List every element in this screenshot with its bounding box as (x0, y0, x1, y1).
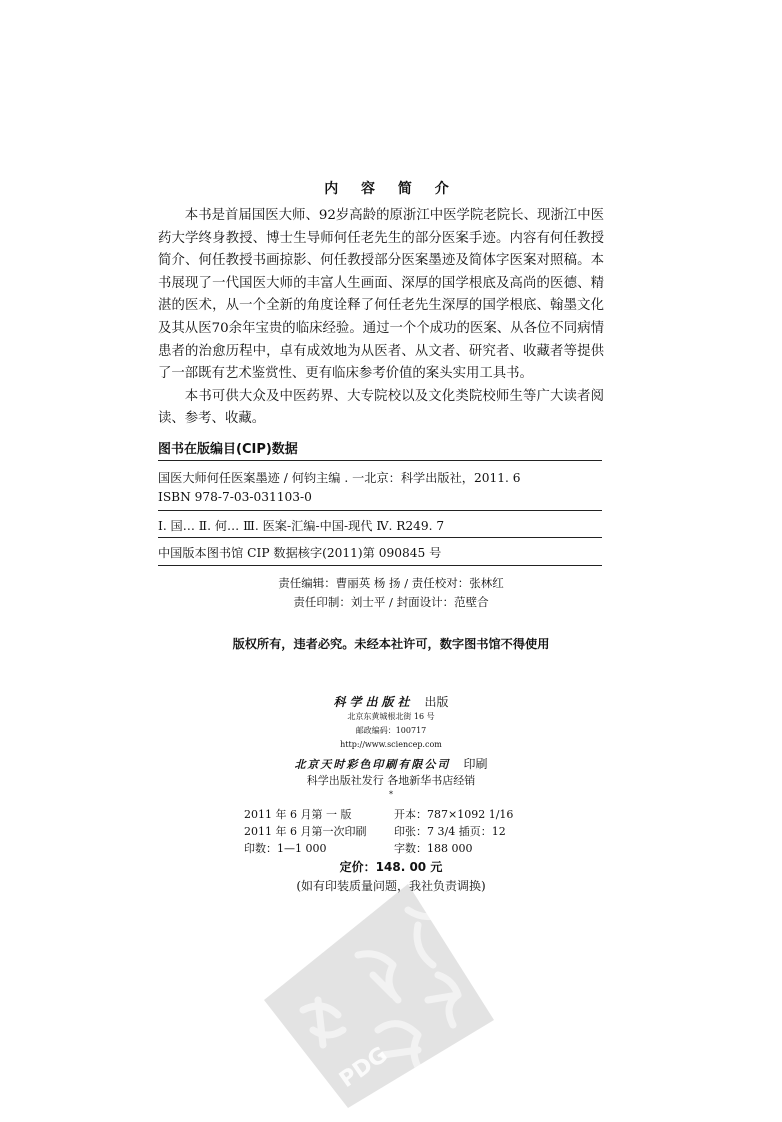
editors-line-1: 责任编辑：曹丽英 杨 扬 / 责任校对：张林红 (278, 576, 504, 590)
spec-sheets: 印张：7 3/4 插页：12 (394, 825, 506, 838)
printer-line (0, 753, 782, 772)
price: 定价：148. 00 元 (339, 860, 443, 874)
intro-paragraph-1: 本书是首届国医大师、92岁高龄的原浙江中医学院老院长、现浙江中医药大学终身教授、博士生导师何任老先生的部分医案手迹。内容有何任教授简介、何任教授书画掠影、何任教授部分医案墨迹及简体字医案对照稿。本书展现了一代国医大师的丰富人生画面、深厚的国学根底及高尚的医德、精湛的医术，从一个全新的角度诠释了何任老先生深厚的国学根底、翰墨文化及其从医70余年宝贵的临床经验。通过一个个成功的医案、从各位不同病情患者的治愈历程中，卓有成效地为从医者、从文者、研究者、收藏者等提供了一部既有艺术鉴赏性、更有临床参考价值的案头实用工具书。 (158, 208, 604, 382)
cip-number-line: 中国版本图书馆 CIP 数据核字(2011)第 090845 号 (158, 546, 442, 560)
publisher-postcode: 邮政编码：100717 (355, 726, 427, 735)
spec-copies: 印数：1—1 000 (244, 842, 327, 855)
quality-note: (如有印装质量问题，我社负责调换) (296, 879, 486, 893)
printer-name: 北京天时彩色印刷有限公司 (294, 758, 451, 771)
spec-words: 字数：188 000 (394, 842, 473, 855)
publisher-url: http://www.sciencep.com (340, 740, 442, 749)
publisher-name: 科学出版社 (333, 695, 414, 709)
cip-isbn-line: ISBN 978-7-03-031103-0 (158, 490, 312, 504)
publisher-role: 出版 (424, 695, 449, 709)
page-title: 内 容 简 介 (324, 181, 458, 197)
cip-title-line: 国医大师何任医案墨迹 / 何钧主编 . 一北京：科学出版社，2011. 6 (158, 471, 521, 485)
cip-rule-bottom (158, 565, 602, 566)
intro-section (158, 205, 604, 431)
publisher-address: 北京东黄城根北街 16 号 (347, 712, 435, 721)
seal-watermark-text: PDG (335, 1042, 393, 1093)
cip-rule-mid2 (158, 537, 602, 538)
intro-paragraph-2: 本书可供大众及中医药界、大专院校以及文化类院校师生等广大读者阅读、参考、收藏。 (158, 388, 604, 427)
publisher-line (0, 691, 782, 710)
spec-format: 开本：787×1092 1/16 (394, 808, 514, 821)
cip-rule-mid (158, 510, 602, 511)
cip-heading: 图书在版编目(CIP)数据 (158, 442, 298, 457)
seal-watermark (258, 880, 498, 1110)
copyright-notice: 版权所有，违者必究。未经本社许可，数字图书馆不得使用 (232, 637, 550, 651)
spec-edition: 2011 年 6 月第 一 版 (244, 808, 352, 821)
spec-printing: 2011 年 6 月第一次印刷 (244, 825, 367, 838)
cip-subject-line: Ⅰ. 国… Ⅱ. 何… Ⅲ. 医案-汇编-中国-现代 Ⅳ. R249. 7 (158, 519, 445, 533)
cip-rule-top (158, 460, 602, 461)
separator-star: * (389, 790, 393, 799)
distribution-line: 科学出版社发行 各地新华书店经销 (306, 774, 476, 787)
editors-line-2: 责任印制：刘士平 / 封面设计：范壁合 (293, 595, 489, 609)
printer-role: 印刷 (463, 757, 488, 771)
